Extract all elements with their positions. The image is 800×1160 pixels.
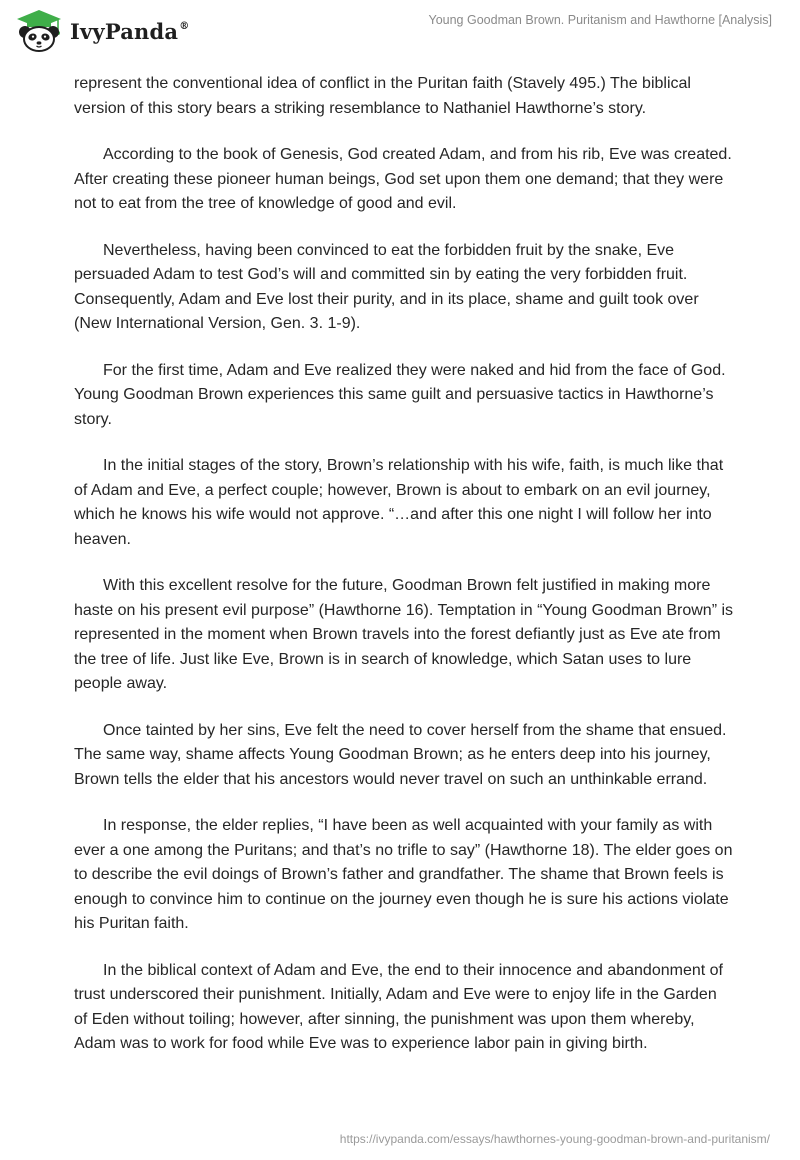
panda-graduation-cap-icon — [14, 8, 64, 52]
paragraph: In the biblical context of Adam and Eve, the end to their innocence and abandonment of trust underscored their punishment. Initially, Adam and Eve were to enjoy life in the Garden of Eden without toiling; however, after sinning, the punishment was upon them whereby, Adam was to work for food while Eve was to experience labor pain in giving birth. — [74, 961, 723, 1052]
paragraph: In response, the elder replies, “I have been as well acquainted with your family as with ever a one among the Puritans; and that’s no trifle to say” (Hawthorne 18). The elder goes on to describe the evil doings of Brown’s father and grandfather. The shame that Brown feels is enough to convince him to continue on the journey even though he is sure his actions violate his Puritan faith. — [74, 817, 733, 932]
paragraph: Once tainted by her sins, Eve felt the need to cover herself from the shame that ensued. The same way, shame affects Young Goodman Brown; as he enters deep into his journey, Brown tells the elder that his ancestors would never travel on such an unthinkable errand. — [74, 721, 727, 788]
paragraph: For the first time, Adam and Eve realized they were naked and hid from the face of God. Young Goodman Brown experiences this same guilt and persuasive tactics in Hawthorne’s story. — [74, 361, 726, 428]
brand-name: IvyPanda® — [70, 18, 190, 44]
paragraph: With this excellent resolve for the future, Goodman Brown felt justified in making more haste on his present evil purpose” (Hawthorne 16). Temptation in “Young Goodman Brown” is represented in the moment when Brown travels into the forest defiantly just as Eve ate from the tree of life. Just like Eve, Brown is in search of knowledge, which Satan uses to lure people away. — [74, 577, 734, 692]
paragraph: In the initial stages of the story, Brown’s relationship with his wife, faith, is much like that of Adam and Eve, a perfect couple; however, Brown is about to embark on an evil journey, which he knows his wife would not approve. “…and after this one night I will follow her into heaven. — [74, 457, 724, 548]
essay-body — [74, 72, 734, 1079]
logo[interactable] — [14, 8, 189, 52]
paragraph: Nevertheless, having been convinced to eat the forbidden fruit by the snake, Eve persuaded Adam to test God’s will and committed sin by eating the very forbidden fruit. Consequently, Adam and Eve lost their purity, and in its place, shame and guilt took over (New International Version, Gen. 3. 1-9). — [74, 241, 699, 332]
paragraph: According to the book of Genesis, God created Adam, and from his rib, Eve was created. After creating these pioneer human beings, God set upon them one demand; that they were not to eat from the tree of knowledge of good and evil. — [74, 146, 732, 212]
document-title: Young Goodman Brown. Puritanism and Hawthorne [Analysis] — [428, 13, 772, 27]
registered-mark: ® — [179, 20, 190, 32]
paragraph: represent the conventional idea of conflict in the Puritan faith (Stavely 495.) The biblical version of this story bears a striking resemblance to Nathaniel Hawthorne’s story. — [74, 75, 691, 117]
source-url[interactable]: https://ivypanda.com/essays/hawthornes-young-goodman-brown-and-puritanism/ — [339, 1132, 770, 1146]
page-header — [0, 0, 800, 66]
